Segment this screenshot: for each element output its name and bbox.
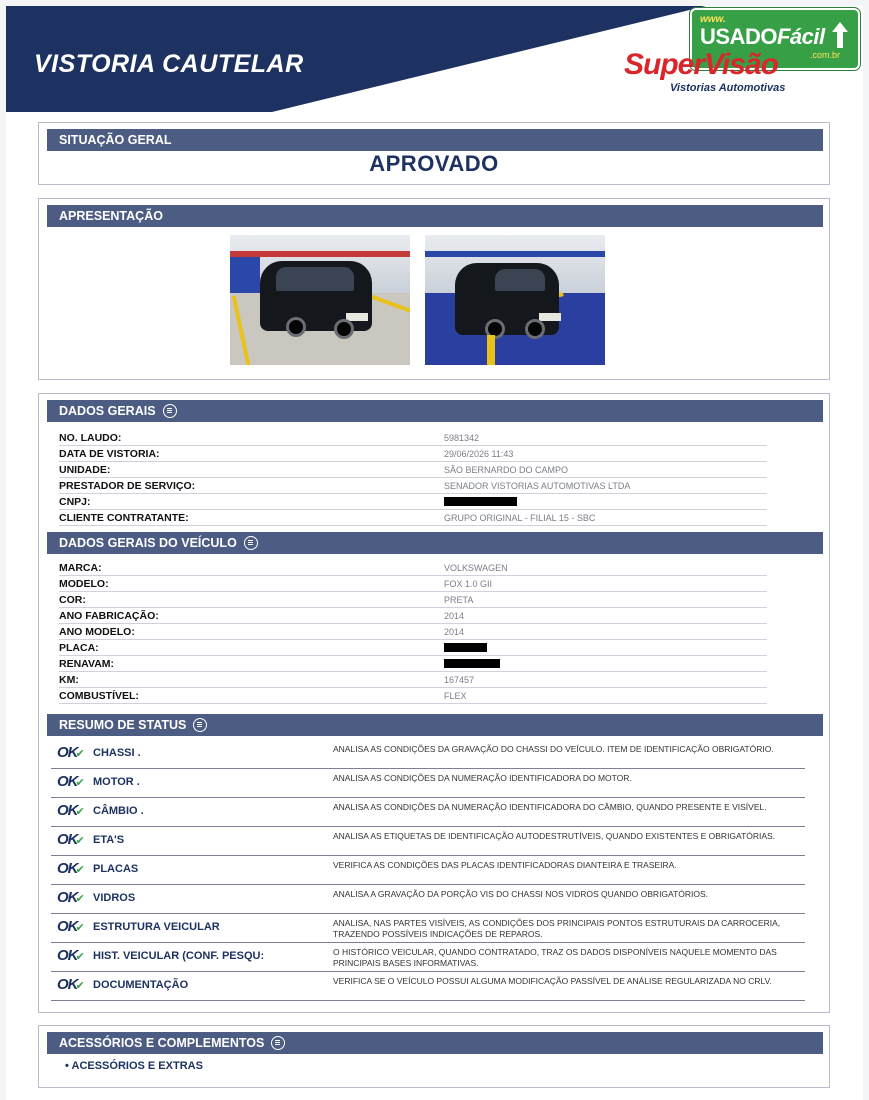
status-row: OK✔ CHASSI . ANALISA AS CONDIÇÕES DA GRAVAÇÃO DO CHASSI DO VEÍCULO. ITEM DE IDENTIFICAÇÃO OBRIGATÓRIO. [51, 740, 805, 769]
ok-badge: OK✔ [57, 802, 84, 819]
apresentacao-heading: APRESENTAÇÃO [47, 205, 823, 227]
situacao-geral-section [38, 122, 830, 185]
vehicle-photo-rear [425, 235, 605, 365]
status-row: OK✔ DOCUMENTAÇÃO VERIFICA SE O VEÍCULO POSSUI ALGUMA MODIFICAÇÃO PASSÍVEL DE ANÁLISE REGULARIZADA NO CRLV. [51, 972, 805, 1001]
data-row: COMBUSTÍVEL: FLEX [59, 688, 767, 704]
data-row: MODELO: FOX 1.0 GII [59, 576, 767, 592]
data-row: CLIENTE CONTRATANTE: GRUPO ORIGINAL - FILIAL 15 - SBC [59, 510, 767, 526]
data-row: CNPJ: [59, 494, 767, 510]
status-row: OK✔ PLACAS VERIFICA AS CONDIÇÕES DAS PLACAS IDENTIFICADORAS DIANTEIRA E TRASEIRA. [51, 856, 805, 885]
usadofacil-domain: .com.br [810, 50, 841, 60]
apresentacao-section [38, 198, 830, 380]
check-icon: ✔ [75, 951, 84, 963]
check-icon: ✔ [75, 893, 84, 905]
report-page [6, 6, 863, 1100]
supervisao-tagline: Vistorias Automotivas [670, 82, 786, 94]
status-row: OK✔ CÂMBIO . ANALISA AS CONDIÇÕES DA NUMERAÇÃO IDENTIFICADORA DO CÂMBIO, QUANDO PRESENTE E VISÍVEL. [51, 798, 805, 827]
data-row: RENAVAM: [59, 656, 767, 672]
check-icon: ✔ [75, 748, 84, 760]
data-row: UNIDADE: SÃO BERNARDO DO CAMPO [59, 462, 767, 478]
acessorios-heading: ACESSÓRIOS E COMPLEMENTOS [47, 1032, 823, 1054]
ok-badge: OK✔ [57, 773, 84, 790]
status-row: OK✔ ESTRUTURA VEICULAR ANALISA, NAS PARTES VISÍVEIS, AS CONDIÇÕES DOS PRINCIPAIS PONTOS ESTRUTURAIS DA CARROCERIA, TRAZENDO POSSÍVEIS INDICAÇÕES DE REPAROS. [51, 914, 805, 943]
data-row: MARCA: VOLKSWAGEN [59, 560, 767, 576]
status-row: OK✔ HIST. VEICULAR (CONF. PESQU: O HISTÓRICO VEICULAR, QUANDO CONTRATADO, TRAZ OS DADOS DISPONÍVEIS NAQUELE MOMENTO DAS PRINCIPAIS BASES INFORMATIVAS. [51, 943, 805, 972]
approval-status: APROVADO [369, 151, 499, 176]
ok-badge: OK✔ [57, 976, 84, 993]
status-row: OK✔ ETA'S ANALISA AS ETIQUETAS DE IDENTIFICAÇÃO AUTODESTRUTÍVEIS, QUANDO EXISTENTES E OBRIGATÓRIAS. [51, 827, 805, 856]
data-row: NO. LAUDO: 5981342 [59, 430, 767, 446]
document-icon[interactable] [193, 718, 207, 732]
report-title: VISTORIA CAUTELAR [34, 50, 304, 78]
data-row: COR: PRETA [59, 592, 767, 608]
data-row: ANO FABRICAÇÃO: 2014 [59, 608, 767, 624]
check-icon: ✔ [75, 835, 84, 847]
dados-gerais-heading: DADOS GERAIS [47, 400, 823, 422]
usadofacil-wordmark: USADOFácil [700, 24, 825, 49]
document-icon[interactable] [244, 536, 258, 550]
resumo-status-heading: RESUMO DE STATUS [47, 714, 823, 736]
check-icon: ✔ [75, 806, 84, 818]
redacted-cnpj [444, 497, 517, 506]
check-icon: ✔ [75, 777, 84, 789]
redacted-renavam [444, 659, 500, 668]
acessorios-item: • ACESSÓRIOS E EXTRAS [65, 1060, 203, 1072]
arrow-up-icon [832, 22, 848, 48]
ok-badge: OK✔ [57, 744, 84, 761]
ok-badge: OK✔ [57, 889, 84, 906]
dados-section [38, 393, 830, 1013]
usadofacil-www: www. [700, 14, 726, 25]
check-icon: ✔ [75, 864, 84, 876]
data-row: ANO MODELO: 2014 [59, 624, 767, 640]
document-icon[interactable] [271, 1036, 285, 1050]
ok-badge: OK✔ [57, 947, 84, 964]
status-row: OK✔ VIDROS ANALISA A GRAVAÇÃO DA PORÇÃO VIS DO CHASSI NOS VIDROS QUANDO OBRIGATÓRIOS. [51, 885, 805, 914]
supervisao-wordmark: SuperVisão [624, 48, 778, 81]
check-icon: ✔ [75, 980, 84, 992]
status-row: OK✔ MOTOR . ANALISA AS CONDIÇÕES DA NUMERAÇÃO IDENTIFICADORA DO MOTOR. [51, 769, 805, 798]
vehicle-photo-front [230, 235, 410, 365]
supervisao-logo [624, 48, 834, 100]
document-icon[interactable] [163, 404, 177, 418]
check-icon: ✔ [75, 922, 84, 934]
redacted-placa [444, 643, 487, 652]
ok-badge: OK✔ [57, 831, 84, 848]
acessorios-section [38, 1025, 830, 1088]
data-row: DATA DE VISTORIA: 29/06/2026 11:43 [59, 446, 767, 462]
dados-veiculo-heading: DADOS GERAIS DO VEÍCULO [47, 532, 823, 554]
data-row: PLACA: [59, 640, 767, 656]
data-row: KM: 167457 [59, 672, 767, 688]
data-row: PRESTADOR DE SERVIÇO: SENADOR VISTORIAS AUTOMOTIVAS LTDA [59, 478, 767, 494]
ok-badge: OK✔ [57, 918, 84, 935]
situacao-geral-heading: SITUAÇÃO GERAL [47, 129, 823, 151]
ok-badge: OK✔ [57, 860, 84, 877]
report-header [6, 6, 863, 114]
